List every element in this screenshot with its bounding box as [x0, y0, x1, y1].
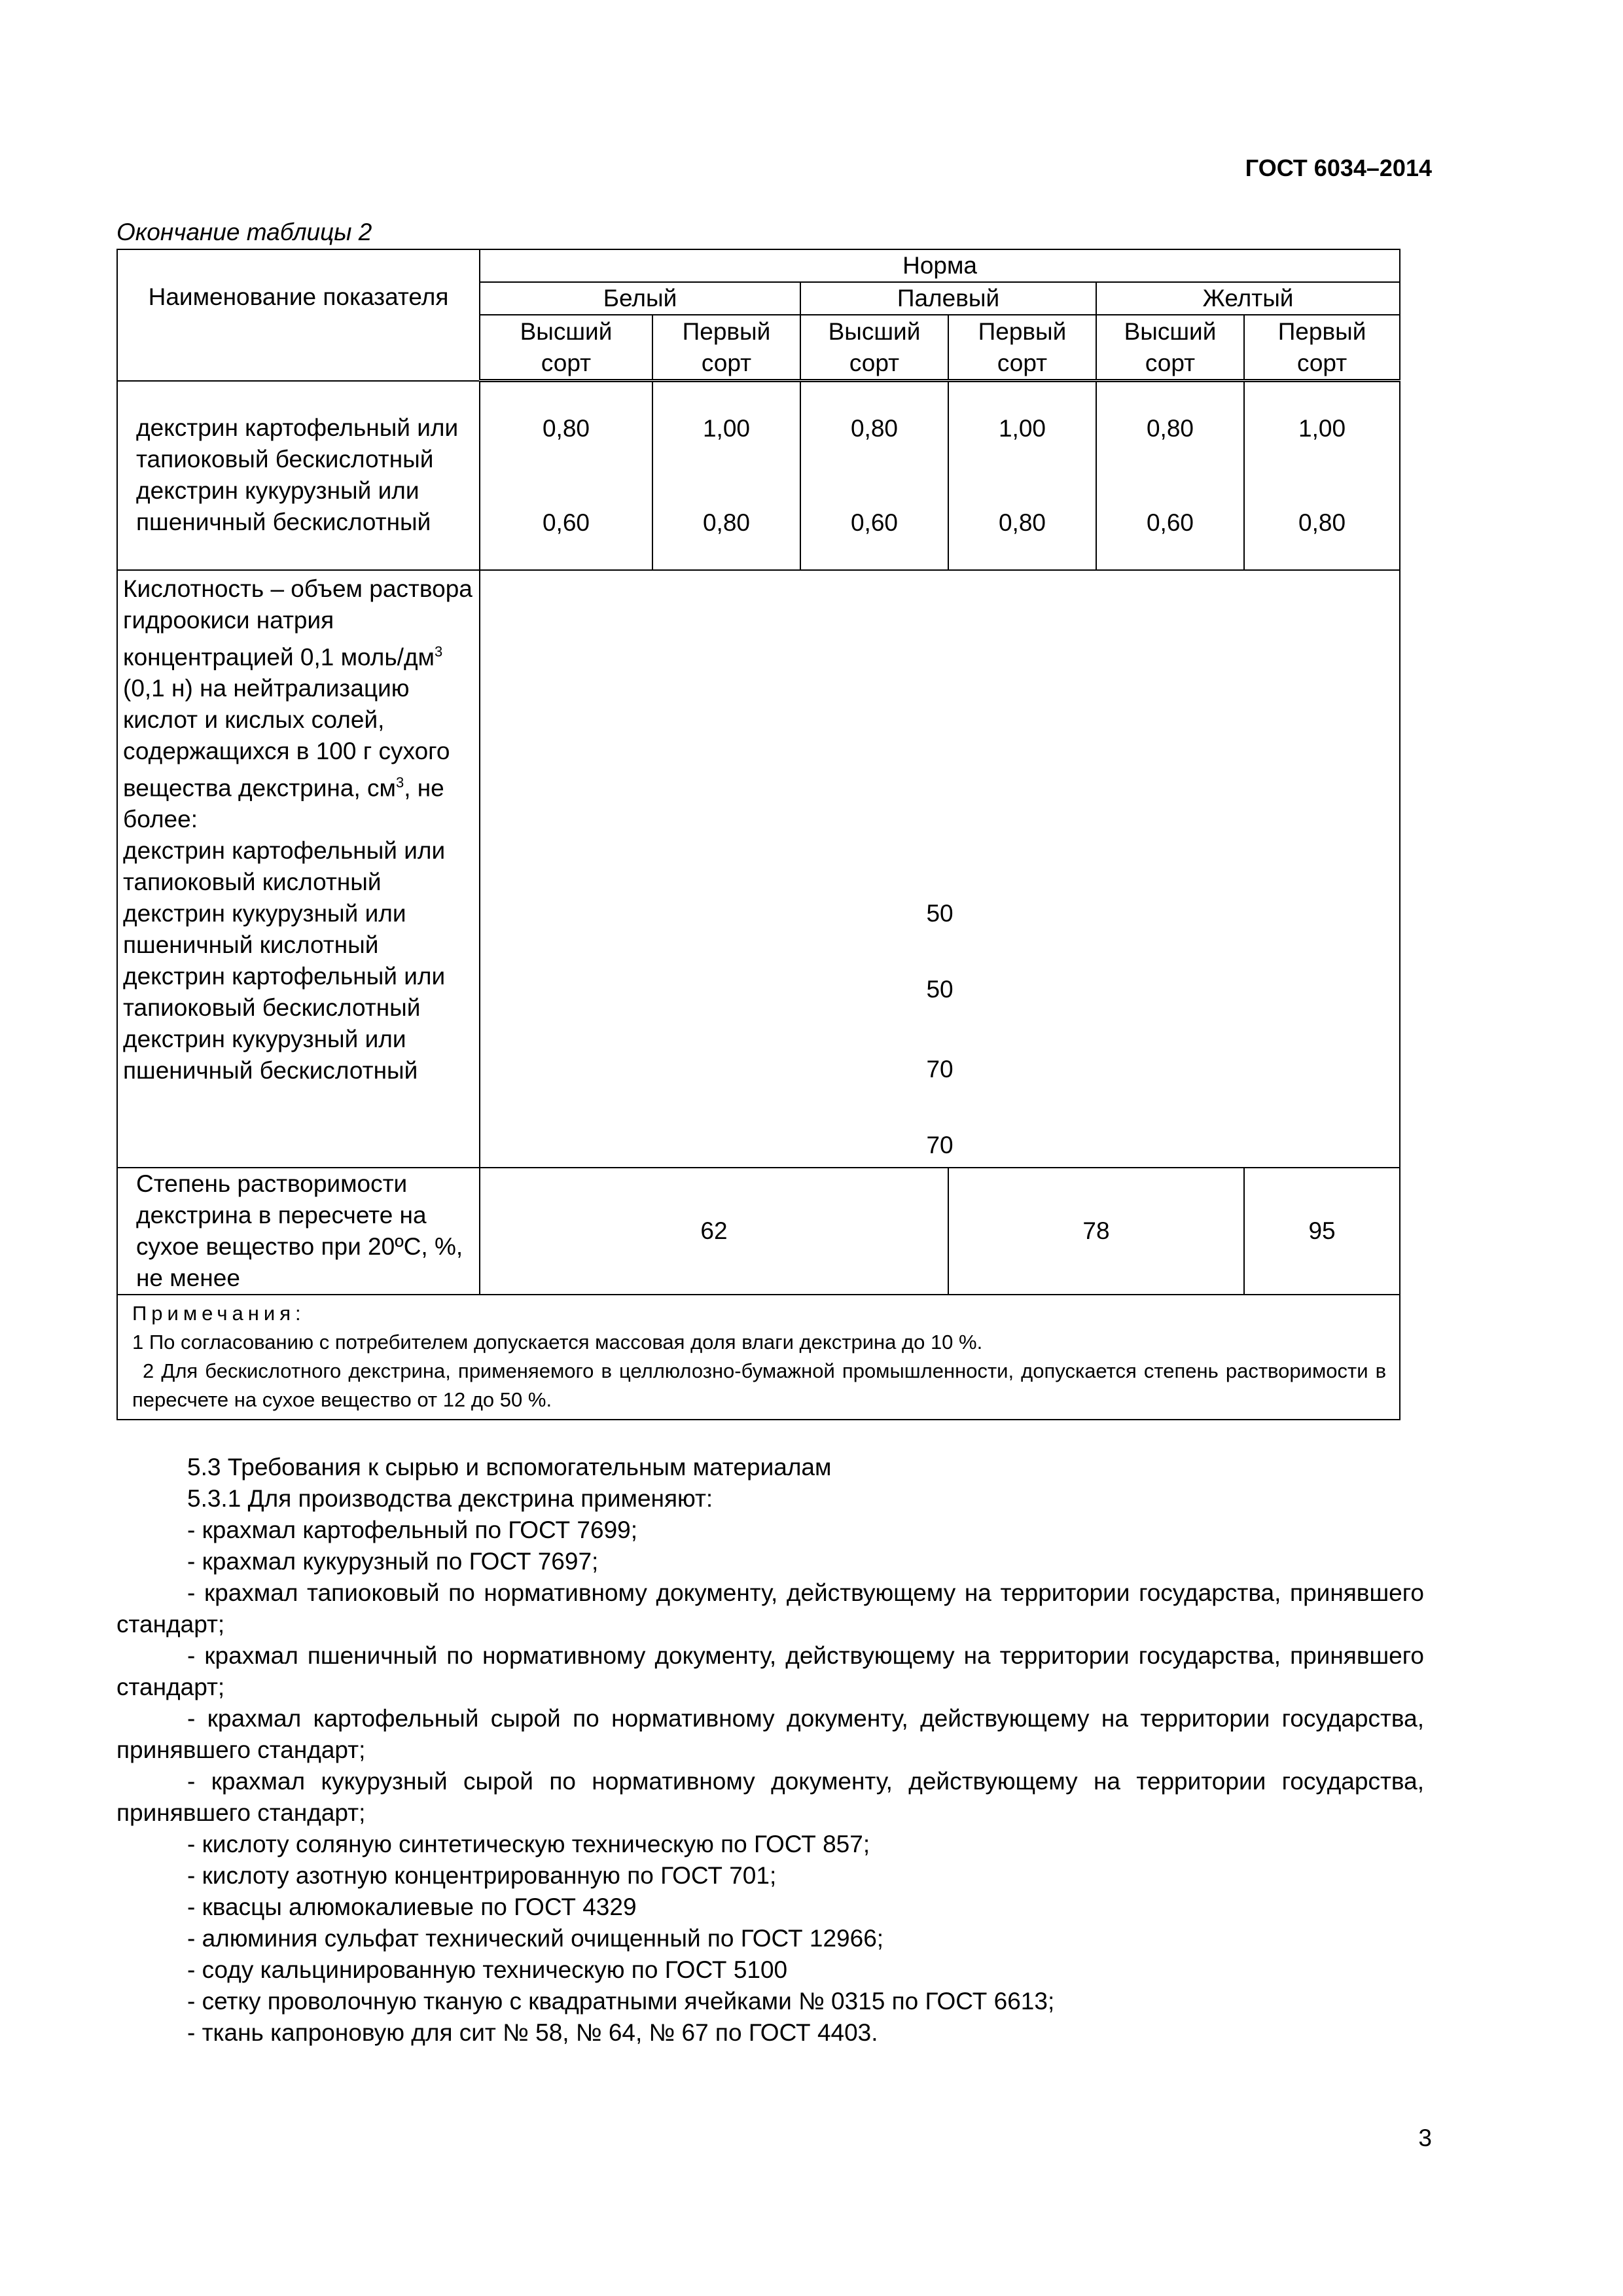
list-item: - крахмал картофельный сырой по нормативному документу, действующему на территории государства, принявшего стандарт;	[116, 1705, 1424, 1763]
moisture-values-yellow-top: 0,80 0,60	[1096, 381, 1244, 570]
page-number: 3	[1418, 2125, 1432, 2151]
moisture-values-pale-top: 0,80 0,60	[800, 381, 948, 570]
list-item: - соду кальцинированную техническую по ГОСТ 5100	[187, 1956, 788, 1983]
header-group-yellow: Желтый	[1096, 282, 1400, 315]
header-name-cell: Наименование показателя	[117, 249, 480, 381]
acidity-value: 50	[926, 975, 954, 1003]
acidity-cell	[117, 570, 480, 1168]
acidity-item: декстрин кукурузный или пшеничный кислотный	[123, 900, 406, 959]
list-item: - крахмал тапиоковый по нормативному документу, действующему на территории государства, принявшего стандарт;	[116, 1579, 1424, 1638]
acidity-value: 70	[926, 1055, 954, 1083]
moisture-values-pale-first: 1,00 0,80	[948, 381, 1096, 570]
notes-heading: Примечания:	[132, 1302, 306, 1325]
list-item: - алюминия сульфат технический очищенный по ГОСТ 12966;	[187, 1925, 884, 1952]
solubility-value-white: 62	[480, 1168, 948, 1295]
header-group-pale: Палевый	[800, 282, 1096, 315]
list-item: - кислоту соляную синтетическую техническую по ГОСТ 857;	[187, 1831, 870, 1857]
table-notes	[117, 1295, 1400, 1420]
note-1: 1 По согласованию с потребителем допускается массовая доля влаги декстрина до 10 %.	[132, 1331, 983, 1354]
list-item: - квасцы алюмокалиевые по ГОСТ 4329	[187, 1893, 637, 1920]
body-text	[116, 1452, 1424, 2049]
acidity-values-cell	[480, 570, 1400, 1168]
table-caption: Окончание таблицы 2	[116, 219, 372, 245]
list-item: - кислоту азотную концентрированную по ГОСТ 701;	[187, 1862, 777, 1889]
header-norm: Норма	[480, 249, 1400, 282]
moisture-items-cell	[117, 381, 480, 570]
list-item: - крахмал пшеничный по нормативному документу, действующему на территории государства, принявшего стандарт;	[116, 1642, 1424, 1700]
list-item: - крахмал кукурузный сырой по нормативному документу, действующему на территории государства, принявшего стандарт;	[116, 1768, 1424, 1826]
moisture-values-white-first: 1,00 0,80	[652, 381, 800, 570]
note-2: 2 Для бескислотного декстрина, применяемого в целлюлозно-бумажной промышленности, допускается степень растворимости в пересчете на сухое вещество от 12 до 50 %.	[132, 1359, 1387, 1412]
header-grade-top: Высший сорт	[1096, 315, 1244, 380]
header-grade-first: Первый сорт	[948, 315, 1096, 380]
header-grade-top: Высший сорт	[800, 315, 948, 380]
section-heading: 5.3 Требования к сырью и вспомогательным материалам	[187, 1454, 832, 1480]
moisture-values-white-top: 0,80 0,60	[480, 381, 652, 570]
header-group-white: Белый	[480, 282, 800, 315]
list-item: - ткань капроновую для сит № 58, № 64, № 67 по ГОСТ 4403.	[187, 2019, 878, 2046]
moisture-item: декстрин картофельный или тапиоковый бескислотный	[136, 414, 459, 473]
solubility-label: Степень растворимости декстрина в пересчете на сухое вещество при 20ºС, %, не менее	[117, 1168, 480, 1295]
moisture-values-yellow-first: 1,00 0,80	[1244, 381, 1400, 570]
acidity-item: декстрин картофельный или тапиоковый бескислотный	[123, 963, 446, 1022]
acidity-value: 50	[926, 899, 954, 927]
header-grade-first: Первый сорт	[1244, 315, 1400, 380]
moisture-item: декстрин кукурузный или пшеничный бескислотный	[136, 477, 431, 536]
acidity-item: декстрин кукурузный или пшеничный бескислотный	[123, 1026, 418, 1085]
solubility-value-pale: 78	[948, 1168, 1244, 1295]
acidity-description: Кислотность – объем раствора гидроокиси натрия концентрацией 0,1 моль/$дм^3$ (0,1 н) на нейтрализацию кислот и кислых солей, содержащихся в 100 г сухого вещества декстрина, $см^3$, не более:	[123, 575, 473, 833]
solubility-value-yellow: 95	[1244, 1168, 1400, 1295]
acidity-item: декстрин картофельный или тапиоковый кислотный	[123, 837, 446, 896]
subsection-heading: 5.3.1 Для производства декстрина применяют:	[187, 1485, 713, 1512]
document-code: ГОСТ 6034–2014	[1245, 154, 1432, 181]
list-item: - сетку проволочную тканую с квадратными ячейками № 0315 по ГОСТ 6613;	[187, 1988, 1055, 2015]
list-item: - крахмал картофельный по ГОСТ 7699;	[187, 1516, 638, 1543]
acidity-value: 70	[926, 1131, 954, 1158]
list-item: - крахмал кукурузный по ГОСТ 7697;	[187, 1548, 599, 1575]
header-grade-top: Высший сорт	[480, 315, 652, 380]
indicators-table	[116, 249, 1400, 1420]
header-grade-first: Первый сорт	[652, 315, 800, 380]
